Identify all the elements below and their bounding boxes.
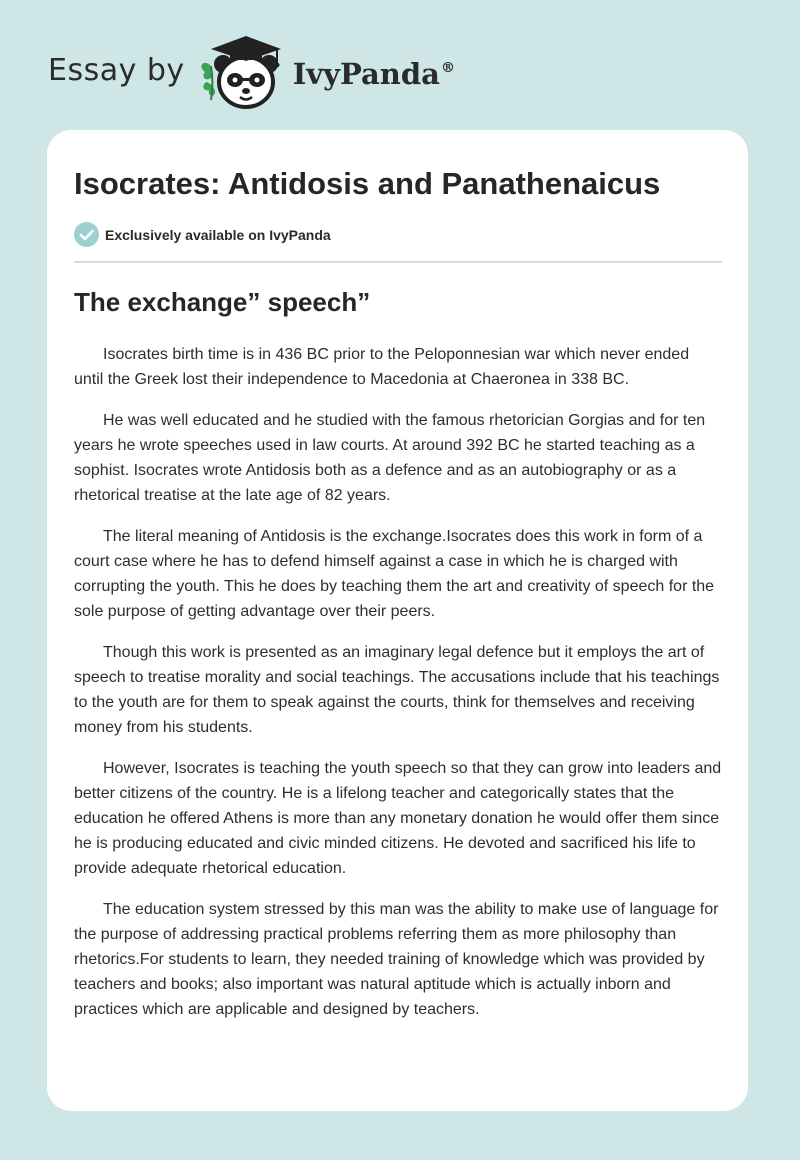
paragraph: The education system stressed by this man was the ability to make use of language for the purpose of addressing practical problems referring them as more philosophy than rhetorics.For students to learn, they needed training of knowledge which was provided by teachers and books; also important was natural aptitude which is actually inborn and practices which are applicable and designed by teachers. bbox=[74, 901, 719, 1018]
paragraph: However, Isocrates is teaching the youth speech so that they can grow into leaders and better citizens of the country. He is a lifelong teacher and categorically states that the education he offered Athens is more than any monetary donation he would offer them since he is producing educated and civic minded citizens. He devoted and sacrificed his life to provide adequate rhetorical education. bbox=[74, 760, 722, 877]
checkmark-circle-icon bbox=[74, 222, 99, 247]
panda-graduate-icon bbox=[195, 30, 287, 110]
page-title: Isocrates: Antidosis and Panathenaicus bbox=[74, 166, 661, 201]
paragraph: He was well educated and he studied with the famous rhetorician Gorgias and for ten years he wrote speeches used in law courts. At around 392 BC he started teaching as a sophist. Isocrates wrote Antidosis both as a defence and as an autobiography or as a rhetorical treatise at the late age of 82 years. bbox=[74, 412, 706, 504]
badge-label: Exclusively available on IvyPanda bbox=[105, 226, 331, 243]
paragraph: Isocrates birth time is in 436 BC prior to the Peloponnesian war which never ended until the Greek lost their independence to Macedonia at Chaeronea in 338 BC. bbox=[74, 346, 690, 388]
site-logo[interactable] bbox=[48, 30, 455, 110]
essay-body bbox=[74, 342, 722, 1038]
paragraph: The literal meaning of Antidosis is the exchange.Isocrates does this work in form of a court case where he has to defend himself against a case in which he is charged with corrupting the youth. This he does by teaching them the art and creativity of speech for the sole purpose of getting advantage over their peers. bbox=[74, 528, 715, 620]
registered-mark: ® bbox=[440, 60, 455, 76]
exclusive-badge bbox=[74, 222, 331, 247]
essay-card bbox=[47, 130, 748, 1111]
brand-name: IvyPanda® bbox=[292, 57, 455, 91]
essay-by-label: Essay by bbox=[48, 52, 185, 88]
section-heading: The exchange” speech” bbox=[74, 287, 371, 317]
paragraph: Though this work is presented as an imaginary legal defence but it employs the art of speech to treatise morality and social teachings. The accusations include that his teachings to the youth are for them to speak against the courts, think for themselves and receiving money from his students. bbox=[74, 644, 720, 736]
divider bbox=[74, 261, 722, 263]
